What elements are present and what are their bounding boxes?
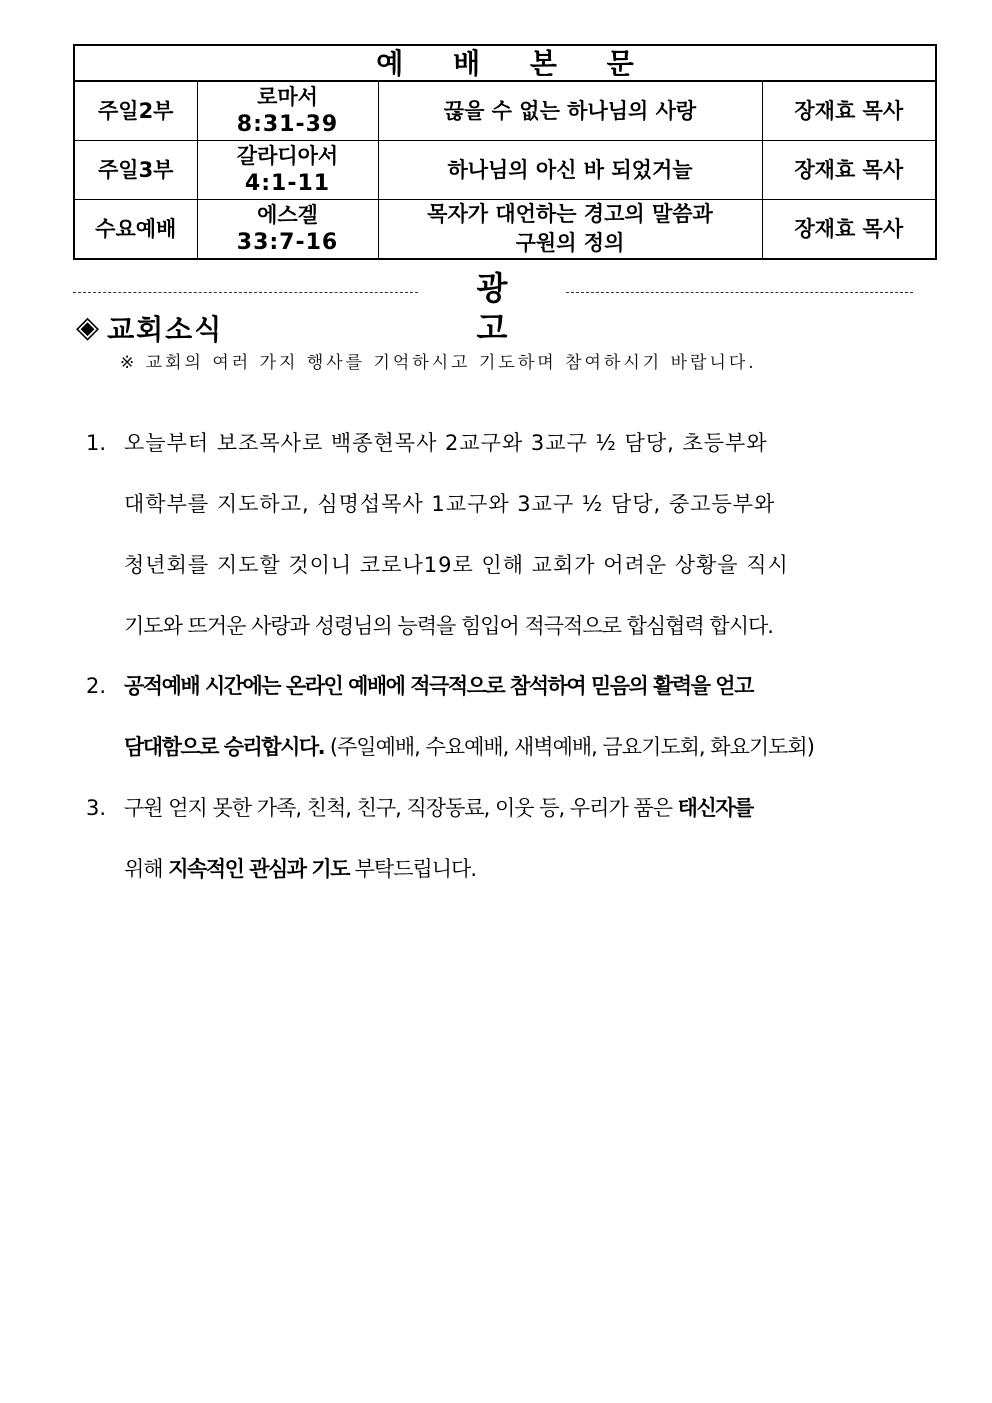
scripture-chapter: 8:31-39	[236, 112, 339, 137]
item-text-plain: 구원 얻지 못한 가족, 친척, 친구, 직장동료, 이웃 등, 우리가 품은	[124, 796, 678, 820]
scripture-book: 로마서	[257, 85, 318, 109]
section-title: 교회소식	[107, 313, 224, 346]
preacher: 장재효 목사	[762, 81, 936, 141]
scripture-chapter: 4:1-11	[244, 171, 331, 196]
sermon-title-line: 하나님의 아신 바 되었거늘	[447, 157, 693, 182]
item-text-line: 공적예배 시간에는 온라인 예배에 적극적으로 참석하여 믿음의 활력을 얻고	[124, 674, 753, 698]
announcements-title: 광 고	[476, 269, 532, 347]
sermon-title-line: 끊을 수 없는 하나님의 사랑	[443, 98, 697, 123]
service-name: 주일3부	[74, 141, 197, 200]
sermon-title-line: 목자가 대언하는 경고의 말씀과	[427, 202, 713, 226]
preacher: 장재효 목사	[762, 141, 936, 200]
service-name: 수요예배	[74, 200, 197, 260]
scripture-table	[73, 44, 937, 260]
item-text-line: 대학부를 지도하고, 심명섭목사 1교구와 3교구 ½ 담당, 중고등부와	[124, 492, 776, 516]
item-text-line: 청년회를 지도할 것이니 코로나19로 인해 교회가 어려운 상황을 직시	[124, 553, 789, 577]
preacher: 장재효 목사	[762, 200, 936, 260]
table-row	[74, 81, 936, 141]
scripture-book: 에스겔	[257, 203, 318, 227]
scripture-reference	[197, 81, 378, 141]
announcement-note: ※ 교회의 여러 가지 행사를 기억하시고 기도하며 참여하시기 바랍니다.	[120, 353, 757, 373]
sermon-title	[378, 141, 762, 200]
sermon-title	[378, 200, 762, 260]
item-text-line	[124, 732, 814, 762]
table-row	[74, 141, 936, 200]
item-text-plain: (주일예배, 수요예배, 새벽예배, 금요기도회, 화요기도회)	[324, 735, 814, 759]
item-text-bold: 태신자를	[677, 796, 753, 820]
item-text-line	[124, 854, 476, 884]
item-text-line: 오늘부터 보조목사로 백종현목사 2교구와 3교구 ½ 담당, 초등부와	[124, 431, 768, 455]
scripture-reference	[197, 141, 378, 200]
item-text-line: 기도와 뜨거운 사랑과 성령님의 능력을 힘입어 적극적으로 합심협력 합시다.	[124, 614, 773, 638]
section-heading	[76, 308, 223, 348]
item-text-bold: 지속적인 관심과 기도	[168, 857, 349, 881]
divider-left	[73, 292, 418, 293]
item-text-line	[124, 793, 753, 823]
sermon-title	[378, 81, 762, 141]
item-text-plain: 부탁드립니다.	[348, 857, 477, 881]
scripture-chapter: 33:7-16	[236, 230, 339, 255]
service-name: 주일2부	[74, 81, 197, 141]
sermon-title-line: 구원의 정의	[515, 231, 625, 255]
scripture-book: 갈라디아서	[236, 144, 339, 168]
scripture-reference	[197, 200, 378, 260]
table-row	[74, 200, 936, 260]
item-text-plain: 위해	[124, 857, 169, 881]
divider-right	[566, 292, 913, 293]
diamond-icon: ◈	[76, 310, 100, 345]
item-text-bold: 담대함으로 승리합시다.	[124, 735, 325, 759]
scripture-table-title: 예 배 본 문	[74, 45, 936, 81]
item-number: 1.	[86, 431, 107, 455]
item-number: 3.	[86, 796, 107, 820]
item-number: 2.	[86, 674, 107, 698]
